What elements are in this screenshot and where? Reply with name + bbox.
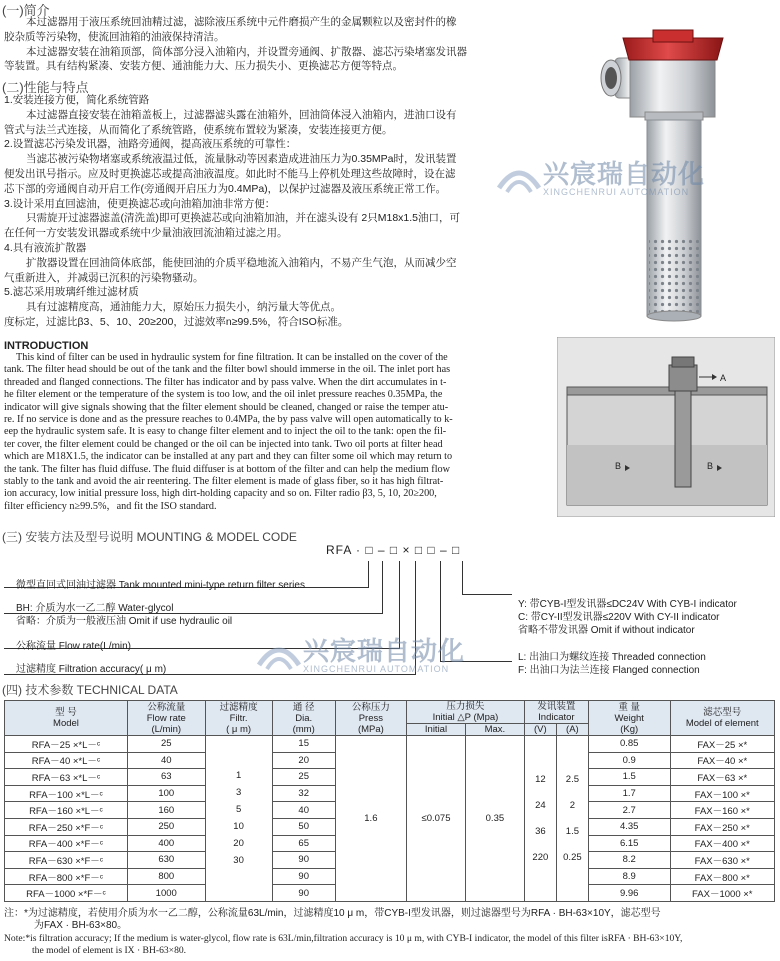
tech-data-table <box>4 700 775 902</box>
cell-weight: 0.85 <box>588 736 670 753</box>
model-part-indicator-c: C: 带CY-II型发讯器≤220V With CY-II indicator <box>518 612 720 623</box>
feature-line: 当滤芯被污染物堵塞或系统液温过低，流量脉动等因素造成进油压力为0.35MPa时，发讯装置 <box>26 153 457 166</box>
col-ploss-max: Max. <box>465 724 524 736</box>
cell-dia: 25 <box>272 769 335 786</box>
cell-flow: 40 <box>127 752 205 769</box>
cell-element: FAX－400 ×* <box>670 835 774 852</box>
watermark-en: XINGCHENRUI AUTOMATION <box>303 664 450 674</box>
cell-model: RFA－40 ×*L－ᶜ <box>5 752 128 769</box>
model-part-medium-omit: 省略：介质为一般液压油 Omit if use hydraulic oil <box>16 616 233 627</box>
cell-element: FAX－25 ×* <box>670 736 774 753</box>
watermark <box>255 635 465 677</box>
cell-flow: 1000 <box>127 885 205 902</box>
cell-weight: 0.9 <box>588 752 670 769</box>
cell-flow: 100 <box>127 785 205 802</box>
cell-dia: 90 <box>272 885 335 902</box>
intro-en-line: eep the hydraulic system safe. It is easy to change filter element and to inject the oil to the tank: open the fil- <box>4 426 447 438</box>
note-en-line: the model of element is IX · BH-63×80. <box>32 945 187 956</box>
intro-cn-text <box>4 15 524 74</box>
model-part-port-f: F: 出油口为法兰连接 Flanged connection <box>518 665 700 676</box>
cell-flow: 25 <box>127 736 205 753</box>
model-part-series: 微型直回式回油过滤器 Tank mounted mini-type return filter series <box>16 580 305 591</box>
cell-dia: 65 <box>272 835 335 852</box>
col-press: 公称压力 Press (MPa) <box>335 701 406 736</box>
col-weight: 重 量 Weight (Kg) <box>588 701 670 736</box>
cell-flow: 160 <box>127 802 205 819</box>
leader <box>462 594 512 595</box>
watermark-en: XINGCHENRUI AUTOMATION <box>543 187 690 197</box>
intro-en-text <box>4 352 552 513</box>
model-code: RFA · □ – □ × □ □ – □ <box>326 543 461 557</box>
inlet-label: A <box>720 373 727 383</box>
mounting-heading: (三) 安装方法及型号说明 MOUNTING & MODEL CODE <box>2 530 297 544</box>
col-flow: 公称流量 Flow rate (L/min) <box>127 701 205 736</box>
watermark-cn: 兴宸瑞自动化 <box>543 159 706 189</box>
cell-model: RFA－160 ×*L－ᶜ <box>5 802 128 819</box>
logo-icon <box>495 158 543 200</box>
cell-dia: 50 <box>272 818 335 835</box>
cell-model: RFA－800 ×*F－ᶜ <box>5 868 128 885</box>
cell-flow: 630 <box>127 852 205 869</box>
feature-line: 扩散器设置在回油筒体底部，能使回油的介质平稳地流入油箱内，不易产生气泡，从而减少空 <box>26 256 457 269</box>
feature-line: 便发出讯号指示。应及时更换滤芯或提高油液温度。如此时不能马上停机处理这些故障时，设在滤 <box>4 167 456 180</box>
intro-en-line: the tank. The filter has fluid diffuse. The fluid diffuser is at bottom of the filter and can help the medium flow <box>4 463 450 475</box>
cell-dia: 20 <box>272 752 335 769</box>
intro-en-line: This kind of filter can be used in hydraulic system for fine filtration. It can be installed on the cover of the <box>16 352 448 363</box>
cell-model: RFA－100 ×*L－ᶜ <box>5 785 128 802</box>
col-dia: 通 径 Dia. (mm) <box>272 701 335 736</box>
outlet-label-left: B <box>615 461 622 471</box>
cell-model: RFA－250 ×*F－ᶜ <box>5 818 128 835</box>
feature-line: 具有过滤精度高，通油能力大，原始压力损失小，纳污量大等优点。 <box>26 301 341 314</box>
cell-weight: 1.7 <box>588 785 670 802</box>
cell-dia: 15 <box>272 736 335 753</box>
cell-dia: 90 <box>272 852 335 869</box>
cell-element: FAX－63 ×* <box>670 769 774 786</box>
intro-en-line: re. If no service is done and as the pressure reaches to 0.4MPa, the by pass valve will open automatically to k- <box>4 414 453 426</box>
feature-line: 4.具有液流扩散器 <box>4 241 87 254</box>
feature-line: 本过滤器直接安装在油箱盖板上，过滤器滤头露在油箱外，回油筒体浸入油箱内，进油口设有 <box>26 108 457 121</box>
cell-volts: 12 24 36 220 <box>524 736 556 902</box>
model-part-port-l: L: 出油口为螺纹连接 Threaded connection <box>518 652 706 663</box>
col-amps: (A) <box>556 724 588 736</box>
cell-filtr: 1 3 5 10 20 30 <box>205 736 272 902</box>
model-part-indicator-y: Y: 带CYB-I型发讯器≤DC24V With CYB-I indicator <box>518 599 737 610</box>
model-part-accuracy: 过滤精度 Filtration accuracy( μ m) <box>16 664 167 675</box>
note-cn <box>4 908 776 932</box>
feature-line: 只需旋开过滤器滤盖(清洗盖)即可更换滤芯或向油箱加油，并在滤头设有 2只M18x1.5油口，可 <box>26 212 461 225</box>
note-en <box>4 933 776 957</box>
cell-flow: 63 <box>127 769 205 786</box>
model-part-medium-bh: BH: 介质为水一乙二醇 Water-glycol <box>16 603 174 614</box>
cell-model: RFA－1000 ×*F－ᶜ <box>5 885 128 902</box>
col-element: 滤芯型号 Model of element <box>670 701 774 736</box>
cell-element: FAX－800 ×* <box>670 868 774 885</box>
intro-heading: (一)简介 <box>2 3 50 18</box>
intro-en-line: indicator will give signals showing that the filter element should be cleaned, changed or raise the temper atu- <box>4 401 449 413</box>
cell-element: FAX－160 ×* <box>670 802 774 819</box>
feature-line: 气重新进入，并减弱已沉积的污染物骚动。 <box>4 271 204 284</box>
cell-flow: 400 <box>127 835 205 852</box>
cell-weight: 1.5 <box>588 769 670 786</box>
feature-line: 2.设置滤芯污染发讯器，油路旁通阀，提高液压系统的可靠性： <box>4 138 297 151</box>
cell-element: FAX－630 ×* <box>670 852 774 869</box>
cell-model: RFA－400 ×*F－ᶜ <box>5 835 128 852</box>
col-filtr: 过滤精度 Filtr. ( μ m) <box>205 701 272 736</box>
cell-dia: 32 <box>272 785 335 802</box>
feature-line: 1.安装连接方便，简化系统管路 <box>4 94 150 106</box>
cell-weight: 2.7 <box>588 802 670 819</box>
cell-flow: 800 <box>127 868 205 885</box>
cell-model: RFA－630 ×*F－ᶜ <box>5 852 128 869</box>
feature-line: 管式与法兰式连接，从而简化了系统管路，使系统布置较为紧凑，安装连接更方便。 <box>4 123 393 136</box>
watermark <box>495 158 705 200</box>
cell-dia: 40 <box>272 802 335 819</box>
cell-ploss-max: 0.35 <box>465 736 524 902</box>
cell-weight: 9.96 <box>588 885 670 902</box>
model-part-indicator-omit: 省略不带发讯器 Omit if without indicator <box>518 625 695 636</box>
note-cn-line: 注：*为过滤精度，若使用介质为水一乙二醇，公称流量63L/min，过滤精度10 μ m，带CYB-I型发讯器，则过滤器型号为RFA · BH-63×10Y，滤芯型号 <box>4 908 661 919</box>
intro-en-line: which are M18X1.5, the indicator can be installed at any part and they can filter some oil which may return to <box>4 451 453 463</box>
col-volts: (V) <box>524 724 556 736</box>
watermark-cn: 兴宸瑞自动化 <box>303 636 466 666</box>
intro-en-line: filter efficiency n≥99.5%，and fit the ISO standard. <box>4 500 217 512</box>
tech-heading: (四) 技术参数 TECHNICAL DATA <box>2 683 178 697</box>
cell-element: FAX－250 ×* <box>670 818 774 835</box>
cell-ploss-initial: ≤0.075 <box>407 736 466 902</box>
cell-element: FAX－100 ×* <box>670 785 774 802</box>
cell-flow: 250 <box>127 818 205 835</box>
logo-icon <box>255 635 303 677</box>
feature-line: 芯下部的旁通阀自动开启工作(旁通阀开启压力为0.4MPa)，以保护过滤器及液压系统正常工作。 <box>4 182 447 195</box>
cell-model: RFA－25 ×*L－ᶜ <box>5 736 128 753</box>
model-part-flow: 公称流量 Flow rate(L/min) <box>16 641 132 652</box>
installation-diagram <box>557 337 775 517</box>
col-ploss-initial: Initial <box>407 724 466 736</box>
cell-weight: 6.15 <box>588 835 670 852</box>
cell-model: RFA－63 ×*L－ᶜ <box>5 769 128 786</box>
note-cn-line: 为FAX · BH-63×80。 <box>34 920 128 931</box>
intro-en-heading: INTRODUCTION <box>4 340 89 352</box>
intro-line: 本过滤器安装在油箱顶部，筒体部分浸入油箱内，并设置旁通阀、扩散器、滤芯污染堵塞发讯器 <box>26 45 467 58</box>
features-text <box>4 93 529 330</box>
feature-line: 3.设计采用直回滤油，使更换滤芯或向油箱加油非常方便： <box>4 197 276 210</box>
cell-amps: 2.5 2 1.5 0.25 <box>556 736 588 902</box>
feature-line: 5.滤芯采用玻璃纤维过滤材质 <box>4 286 139 299</box>
intro-line: 等装置。具有结构紧凑、安装方便、通油能力大、压力损失小、更换滤芯方便等特点。 <box>4 60 403 73</box>
cell-weight: 8.9 <box>588 868 670 885</box>
cell-dia: 90 <box>272 868 335 885</box>
intro-line: 本过滤器用于液压系统回油精过滤，滤除液压系统中元件磨损产生的金属颗粒以及密封件的橡 <box>26 16 457 28</box>
note-en-line: Note:*is filtration accuracy; If the medium is water-glycol, flow rate is 63L/min,filtration accuracy is 10 μ m, with CYB-I indicator, the model of this filter isRFA · BH-63×10Y, <box>4 933 683 944</box>
col-indicator: 发讯装置 Indicator <box>524 701 588 724</box>
col-model: 型 号 Model <box>5 701 128 736</box>
leader <box>368 561 369 587</box>
table-row <box>5 736 775 753</box>
feature-line: 在任何一方安装发讯器或系统中少量油液回流油箱过滤之用。 <box>4 227 288 240</box>
cell-element: FAX－40 ×* <box>670 752 774 769</box>
intro-en-line: he filter element or the temperature of the system is too low, and the oil inlet pressure reaches 0.35MPa, the <box>4 389 443 401</box>
leader <box>382 561 383 613</box>
outlet-label-right: B <box>707 461 714 471</box>
cell-weight: 8.2 <box>588 852 670 869</box>
intro-en-line: threaded and flanged connections. The filter has indicator and by pass valve. When the dirt accumulates in t- <box>4 376 447 388</box>
intro-en-line: stably to the tank and avoid the air reentering. The filter element is made of glass fiber, so it has high filtrat- <box>4 476 444 488</box>
cell-element: FAX－1000 ×* <box>670 885 774 902</box>
col-ploss: 压力损失 Initial △P (Mpa) <box>407 701 525 724</box>
intro-line: 胶杂质等污染物，使流回油箱的油液保持清洁。 <box>4 30 225 43</box>
intro-en-line: ter cover, the filter element could be changed or the oil can be injected into tank. Two oil ports at filter head <box>4 438 443 450</box>
feature-line: 度标定，过滤比β3、5、10、20≥200，过滤效率n≥99.5%，符合ISO标准。 <box>4 315 349 328</box>
cell-press: 1.6 <box>335 736 406 902</box>
leader <box>462 561 463 594</box>
intro-en-line: ion accuracy, low initial pressure loss, high dirt-holding capacity and so on. Filter radio β3, 5, 10, 20≥200, <box>4 488 437 500</box>
intro-en-line: tank. The filter head should be out of the tank and the filter bowl should immerse in the oil. The inlet port has <box>4 364 451 376</box>
cell-weight: 4.35 <box>588 818 670 835</box>
features-heading: (二)性能与特点 <box>2 80 89 95</box>
